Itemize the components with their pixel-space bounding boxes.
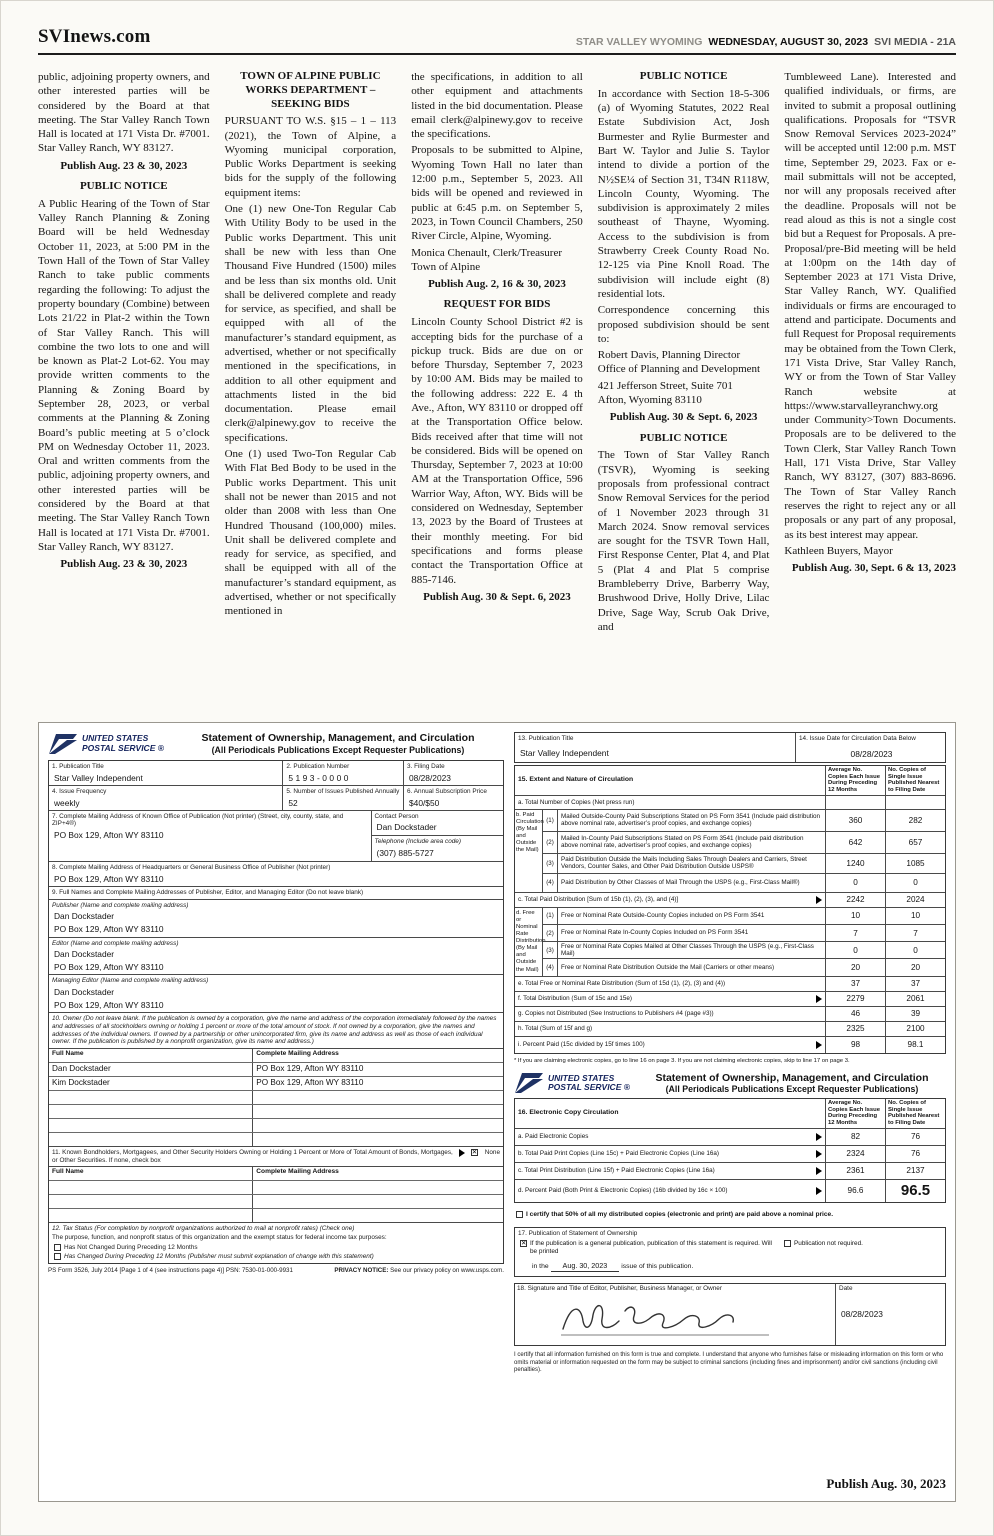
field-value: $40/$50 [409, 797, 440, 808]
table-row-empty [49, 1195, 503, 1209]
field-value: weekly [54, 797, 80, 808]
row-value-single: 0 [885, 942, 945, 958]
row-label: Free or Nominal Rate Outside-County Copies included on PS Form 3541 [561, 912, 765, 920]
section-18-box [514, 1283, 946, 1346]
row-label: h. Total (Sum of 15f and g) [518, 1024, 593, 1032]
field-label: 11. Known Bondholders, Mortgagees, and Other Security Holders Owning or Holding 1 Percent or More of Total Amount of Bonds, Mortgages, or Other Securities. If none, check box [52, 1148, 453, 1164]
field-label: 4. Issue Frequency [52, 787, 107, 795]
masthead-edition: SVI MEDIA - 21A [874, 36, 956, 48]
field-value: PO Box 129, Afton WY 83110 [54, 830, 164, 841]
usps-form-header [48, 732, 504, 755]
table-row-empty [49, 1091, 503, 1105]
row-label: b. Total Paid Print Copies (Line 15c) + Paid Electronic Copies (Line 16a) [515, 1146, 825, 1162]
field-label: Publisher (Name and complete mailing address) [52, 901, 189, 909]
certify-text: I certify that 50% of all my distributed copies (electronic and print) are paid above a nominal price. [526, 1211, 834, 1219]
column-header: Average No. Copies Each Issue During Preceding 12 Months [825, 1099, 885, 1128]
item-number: (1) [543, 810, 558, 831]
owner-name: Kim Dockstader [49, 1077, 253, 1090]
column-header: No. Copies of Single Issue Published Nearest to Filing Date [885, 1099, 945, 1128]
field-value: Star Valley Independent [520, 747, 609, 758]
field-label: 14. Issue Date for Circulation Data Below [799, 735, 916, 742]
tax-status-unchanged-checkbox [54, 1244, 61, 1251]
checkbox-label: None [484, 1148, 500, 1156]
row-label: Mailed Outside-County Paid Subscriptions Stated on PS Form 3541 (Include paid distribution above nominal rate, advertiser’s proof copies, and exchange copies) [561, 812, 821, 828]
usps-brand-line1: UNITED STATES [82, 733, 149, 744]
issue-date-value: Aug. 30, 2023 [551, 1261, 620, 1272]
usps-form-page3 [514, 732, 946, 1492]
notice-paragraph: Lincoln County School District #2 is accepting bids for the purchase of a pickup truck. Bids are due on or before Thursday, September 7, 2023 by 10:00 AM. Bids may be mailed to the following address: 222 E. 4 th Ave., Afton, WY 83110 or dropped off at the Transportation Office below. Bids received after that time will not be considered. Bids will be opened on Thursday, September 7, 2023 at 10:00 AM at the Transportation Office, 596 Warrior Way, Afton, WY. Bids will be considered on Wednesday, September 13, 2023 by the Board of Trustees at their monthly meeting. For bid specifications and forms please contact the Transportation Office at 885-7146. [411, 316, 583, 586]
notice-column-2 [225, 70, 397, 710]
field-label: 7. Complete Mailing Address of Known Office of Publication (Not printer) (Street, city, county, state, and ZIP+4®) [52, 812, 344, 828]
notice-heading: PUBLIC NOTICE [79, 180, 168, 193]
notice-column-3 [411, 70, 583, 710]
row-value-avg [825, 796, 885, 809]
notice-heading: PUBLIC NOTICE [639, 70, 728, 82]
privacy-notice-label: PRIVACY NOTICE: [334, 1266, 389, 1274]
item-number: (2) [543, 925, 558, 941]
notice-contact-line: Office of Planning and Development [597, 363, 761, 376]
field-label: 13. Publication Title [518, 735, 574, 742]
checkbox-label: Has Changed During Preceding 12 Months (Publisher must submit explanation of change with this statement) [64, 1252, 374, 1260]
usps-eagle-icon [514, 1072, 544, 1094]
notice-contact-line: 421 Jefferson Street, Suite 701 [597, 379, 733, 392]
column-header: Full Name [49, 1049, 253, 1062]
item-number: (3) [543, 942, 558, 958]
row-value-avg: 37 [825, 977, 885, 991]
field-label: 17. Publication of Statement of Ownership [518, 1229, 638, 1237]
field-value: 08/28/2023 [850, 748, 893, 759]
notice-paragraph: The Town of Star Valley Ranch (TSVR), Wyoming is seeking proposals from professional contract Snow Removal Services for the period of 1 November 2023 through 31 March 2024. Snow removal services are sought for the TSVR Town Hall, First Response Center, Plat 4, and Plat 5 (Plat 4 and Plat 5 comprise Brambleberry Drive, Barberry Way, Brushwood Drive, Holly Drive, Lilac Drive, Sage Way, Scrub Oak Drive, and [597, 449, 770, 633]
field-label: 10. Owner (Do not leave blank. If the publication is owned by a corporation, give the name and address of the corporation immediately followed by the names and addresses of all stockholders owning or holding 1 percent or more of the total amount of stock. If not owned by a corporation, give the names and addresses of the individual owners. If owned by a partnership or other unincorporated firm, give its name and address as well as those of each individual owner. If the publication is published by a nonprofit organization, give its name and address.) [52, 1015, 497, 1046]
row-label: g. Copies not Distributed (See Instructions to Publishers #4 (page #3)) [518, 1009, 714, 1017]
field-label: 12. Tax Status (For completion by nonprofit organizations authorized to mail at nonprofit rates) (Check one) [52, 1225, 355, 1233]
item-number: (2) [543, 832, 558, 853]
notice-paragraph: PURSUANT TO W.S. §15 – 1 – 113 (2021), the Town of Alpine, a Wyoming municipal corporation, Public Works Department is seeking bids for the supply of the following equipment items: [224, 115, 397, 199]
field-label: 6. Annual Subscription Price [407, 787, 487, 795]
item-number: (4) [543, 959, 558, 975]
field-label: Date [839, 1285, 853, 1293]
usps-brand [82, 734, 164, 753]
item-number: (4) [543, 874, 558, 892]
publish-line: Publish Aug. 23 & 30, 2023 [60, 558, 188, 571]
field-label: Editor (Name and complete mailing address) [52, 939, 179, 947]
table-row-empty [49, 1119, 503, 1133]
usps-brand-line1: UNITED STATES [548, 1072, 615, 1083]
field-label: 18. Signature and Title of Editor, Publisher, Business Manager, or Owner [517, 1285, 722, 1293]
column-header: No. Copies of Single Issue Published Nearest to Filing Date [885, 766, 945, 795]
row-value-single: 282 [885, 810, 945, 831]
field-label: Telephone (Include area code) [374, 838, 461, 846]
masthead [38, 26, 956, 55]
row-value-avg: 2325 [825, 1022, 885, 1036]
row-value-single: 76 [885, 1129, 945, 1145]
usps-logo-icon [48, 733, 164, 755]
row-value-single: 0 [885, 874, 945, 892]
row-value-avg: 46 [825, 1007, 885, 1021]
row-label: Paid Distribution Outside the Mails Including Sales Through Dealers and Carriers, Street Vendors, Counter Sales, and Other Paid Distribution Outside USPS® [561, 855, 807, 871]
notice-contact-line: Robert Davis, Planning Director [597, 349, 741, 362]
publisher-block [49, 899, 503, 937]
notice-paragraph: Correspondence concerning this proposed subdivision should be sent to: [597, 304, 770, 345]
table-row-empty [49, 1181, 503, 1195]
table-row-empty [49, 1209, 503, 1222]
field-value: 52 [288, 797, 298, 808]
form-footer [48, 1267, 504, 1274]
publication-required-checkbox [520, 1240, 527, 1247]
field-label: Managing Editor (Name and complete mailing address) [52, 977, 209, 985]
field-value: Dan Dockstader [54, 987, 115, 998]
ps-form-number: PS Form 3526, July 2014 [Page 1 of 4 (see instructions page 4)] PSN: 7530-01-000-9931 [48, 1266, 293, 1274]
table-row-empty [49, 1133, 503, 1146]
certify-50-percent [514, 1211, 946, 1219]
usps-brand-line2: POSTAL SERVICE ® [548, 1082, 630, 1093]
notice-paragraph: the specifications, in addition to all other equipment and attachments listed in the bid documentation. Please email clerk@alpinewy.gov to receive the specifications. [411, 71, 583, 141]
publish-line: Publish Aug. 30, Sept. 6 & 13, 2023 [791, 562, 956, 575]
option-text: If the publication is a general publication, publication of this statement is required. Will be printed [530, 1239, 772, 1255]
issue-line-suffix: issue of this publication. [621, 1263, 694, 1271]
row-value-single: 657 [885, 832, 945, 853]
publish-line: Publish Aug. 30 & Sept. 6, 2023 [609, 411, 758, 424]
notice-signature: Town of Alpine [411, 260, 481, 273]
notice-paragraph: A Public Hearing of the Town of Star Valley Ranch Planning & Zoning Board will be held Wednesday October 11, 2023, at 5:00 PM in the Town Hall of the Town of Star Valley Ranch to take public comments regarding the following: To adjust the property boundary (Combine) between Lots 21/22 in Plat-2 within the Town of Star Valley Ranch. This will combine the two lots to one and will be known as Plat-2 Lot-62. You may provide written comments to the Planning & Zoning Board by September 28, 2023, or verbal comments at the Planning & Zoning Board’s public meeting at 5 o’clock PM on Wednesday October 11, 2023. Oral and written comments from the public, adjoining property owners, and other interested parties will be considered by the Board at that meeting. The Star Valley Ranch Town Hall is located at 171 Vista Dr. #7001. Star Valley Ranch, WY 83127. [38, 197, 210, 553]
group-label: d. Free or Nominal Rate Distribution (By Mail and Outside the Mail) [515, 908, 543, 976]
form-title-block [172, 732, 504, 755]
row-value-single: 2061 [885, 992, 945, 1006]
field-value: (307) 885-5727 [376, 848, 434, 859]
field-label: 9. Full Names and Complete Mailing Addresses of Publisher, Editor, and Managing Editor (Do not leave blank) [52, 888, 364, 896]
publish-line: Publish Aug. 23 & 30, 2023 [60, 159, 188, 172]
row-label: c. Total Print Distribution (Line 15f) + Paid Electronic Copies (Line 16a) [515, 1163, 825, 1179]
field-label: 15. Extent and Nature of Circulation [518, 776, 634, 784]
usps-brand [548, 1074, 630, 1093]
usps-form-header-2 [514, 1072, 946, 1095]
field-value: PO Box 129, Afton WY 83110 [54, 873, 164, 884]
notice-paragraph: One (1) new One-Ton Regular Cab With Utility Body to be used in the Public works Department. This unit shall be new with less than One Thousand Five Hundred (1500) miles and be less than six months old. Unit shall be delivered complete and ready for service, as specified, and shall be equipped with all of the manufacturer’s standard equipment, as advertised, whether or not specifically mentioned in the specifications, in addition to all other equipment and attachments listed in the bid documentation. Please email clerk@alpinewy.gov to receive the specifications. [224, 203, 397, 444]
owners-table [49, 1048, 503, 1146]
table-row [49, 1063, 503, 1077]
field-label: 3. Filing Date [407, 763, 445, 771]
table-header-row [49, 1049, 503, 1063]
row-value-avg: 2324 [825, 1146, 885, 1162]
option-text: Publication not required. [794, 1239, 863, 1247]
field-label: 5. Number of Issues Published Annually [286, 787, 400, 795]
row-label: Paid Distribution by Other Classes of Mail Through the USPS (e.g., First-Class Mail®) [561, 879, 800, 887]
field-value: PO Box 129, Afton WY 83110 [54, 962, 164, 973]
row-value-avg: 7 [825, 925, 885, 941]
row-value-single: 2024 [885, 893, 945, 907]
certification-statement: I certify that all information furnished on this form is true and complete. I understand that anyone who furnishes false or misleading information on this form or who omits material or information requested on the form may be subject to criminal sanctions (including fines and imprisonment) and/or civil sanctions (including civil penalties). [514, 1351, 944, 1374]
site-name: SVInews.com [38, 26, 151, 47]
circulation-table [514, 765, 946, 1054]
field-label: 8. Complete Mailing Address of Headquarters or General Business Office of Publisher (Not printer) [52, 864, 331, 872]
publication-not-required-checkbox [784, 1240, 791, 1247]
row-value-avg: 82 [825, 1129, 885, 1145]
arrow-right-icon [816, 995, 822, 1003]
notice-paragraph: public, adjoining property owners, and other interested parties will be considered by the Board at that meeting. The Star Valley Ranch Town Hall is located at 171 Vista Dr. #7001. Star Valley Ranch, WY 83127. [38, 71, 210, 155]
checkbox-label: Has Not Changed During Preceding 12 Months [64, 1243, 198, 1251]
row-value-single: 7 [885, 925, 945, 941]
field-label: 1. Publication Title [52, 763, 104, 771]
row-value-avg: 2361 [825, 1163, 885, 1179]
row-value-avg: 0 [825, 942, 885, 958]
form-subtitle: (All Periodicals Publications Except Requester Publications) [211, 744, 465, 755]
electronic-circulation-table [514, 1098, 946, 1203]
table-row [49, 1077, 503, 1091]
form-title-block [638, 1072, 946, 1095]
publish-line: Publish Aug. 30 & Sept. 6, 2023 [423, 590, 571, 603]
group-label: b. Paid Circulation (By Mail and Outside the Mail) [515, 810, 543, 892]
notice-column-1 [38, 70, 210, 710]
arrow-right-icon [816, 1150, 822, 1158]
owner-address: PO Box 129, Afton WY 83110 [256, 1063, 364, 1073]
bondholders-table [49, 1166, 503, 1222]
row-value-avg: 0 [825, 874, 885, 892]
usps-eagle-icon [48, 733, 78, 755]
section-17-box [514, 1227, 946, 1277]
notice-paragraph: Tumbleweed Lane). Interested and qualified individuals, or firms, are invited to submit a proposal outlining qualifications. Proposals for “TSVR Snow Removal Services 2023-2024” will be accepted until 12:00 p.m. MST time, September 29, 2023. Fax or e-mail submittals will not be accepted, nor will any proposals received after the deadline. Proposals will not be read aloud as this is not a single cost bid but a Request for Proposals. A pre-Proposal/pre-Bid meeting will be held at 1:00pm on the 14th day of September 2023 at 171 Vista Drive, Star Valley Ranch, WY. Qualified individuals or firms are encouraged to attend and participate. Documents and full Request for Proposal requirements may be obtained from the Town Clerk, 171 Vista Drive, Star Valley Ranch, WY or from the Town of Star Valley Ranch website at https://www.starvalleyranchwy.org under Community>Town Documents. Proposals are to be delivered to the Town Clerk, Star Valley Ranch Town Hall, 171 Vista Drive, Star Valley Ranch, WY 83127, (307) 883-8696. The Town of Star Valley Ranch reserves the right to reject any or all proposals or any part of any proposal, as its best interest may appear. [784, 71, 956, 541]
row-label: Free or Nominal Rate Copies Mailed at Other Classes Through the USPS (e.g., First-Class Mail) [561, 942, 814, 958]
field-value: PO Box 129, Afton WY 83110 [54, 924, 164, 935]
row-label: c. Total Paid Distribution [Sum of 15b (1), (2), (3), and (4)] [515, 893, 825, 907]
notice-paragraph: In accordance with Section 18-5-306 (a) of Wyoming Statutes, 2022 Real Estate Subdivision Act, Josh Burmester and Rylie Burmester and Bart W. Taylor and Julie S. Taylor intend to divide a portion of the N½SE¼ of Section 31, T34N R118W, Lincoln County, Wyoming. The subdivision is approximately 2 miles southeast of Thayne, Wyoming. Access to the subdivision is from Strawberry Creek County Road No. 12-125 via Pine Knoll Road. The subdivision will include eight (8) residential lots. [597, 87, 770, 300]
row-value-avg: 1240 [825, 854, 885, 873]
row-label: d. Percent Paid (Both Print & Electronic Copies) (16b divided by 16c × 100) [515, 1180, 825, 1202]
row-label: Mailed In-County Paid Subscriptions Stated on PS Form 3541 (Include paid distribution above nominal rate, advertiser’s proof copies, and exchange copies) [561, 834, 804, 850]
field-value: Dan Dockstader [54, 911, 115, 922]
arrow-right-icon [816, 1041, 822, 1049]
notice-column-4 [598, 70, 770, 710]
notice-columns [38, 70, 956, 710]
row-value-single: 2137 [885, 1163, 945, 1179]
none-checkbox [471, 1149, 478, 1156]
table-row-empty [49, 1105, 503, 1119]
electronic-copies-footnote: * If you are claiming electronic copies, go to line 16 on page 3. If you are not claiming electronic copies, skip to line 17 on page 3. [514, 1057, 850, 1064]
managing-editor-block [49, 974, 503, 1012]
row-value-avg: 10 [825, 908, 885, 924]
usps-logo-icon [514, 1072, 630, 1094]
arrow-right-icon [816, 1167, 822, 1175]
form-title: Statement of Ownership, Management, and Circulation [201, 732, 475, 744]
editor-block [49, 937, 503, 975]
row-value-single: 20 [885, 959, 945, 975]
row-value-single: 76 [885, 1146, 945, 1162]
usps-brand-line2: POSTAL SERVICE ® [82, 742, 164, 753]
item-number: (1) [543, 908, 558, 924]
notice-signature: Monica Chenault, Clerk/Treasurer [411, 246, 562, 259]
tax-status-changed-checkbox [54, 1253, 61, 1260]
row-value-avg: 2242 [825, 893, 885, 907]
row-value-single: 2100 [885, 1022, 945, 1036]
column-header: Average No. Copies Each Issue During Preceding 12 Months [825, 766, 885, 795]
column-header: Complete Mailing Address [256, 1049, 339, 1057]
notice-heading: REQUEST FOR BIDS [443, 298, 551, 311]
field-value: PO Box 129, Afton WY 83110 [54, 1000, 164, 1011]
row-label: f. Total Distribution (Sum of 15c and 15e) [515, 992, 825, 1006]
field-value: Star Valley Independent [54, 772, 143, 783]
notice-heading: PUBLIC NOTICE [639, 431, 728, 444]
form-subtitle: (All Periodicals Publications Except Requester Publications) [665, 1084, 919, 1095]
publish-line: Publish Aug. 30, 2023 [826, 1476, 946, 1491]
row-value-single: 96.5 [885, 1180, 945, 1202]
field-label: 2. Publication Number [286, 763, 350, 771]
field-value: 08/28/2023 [409, 772, 451, 783]
arrow-right-icon [459, 1149, 465, 1157]
column-header: Complete Mailing Address [256, 1168, 339, 1176]
field-label: Contact Person [374, 812, 419, 820]
field-value: 5193-0000 [288, 772, 351, 783]
notice-paragraph: Proposals to be submitted to Alpine, Wyoming Town Hall no later than 12:00 p.m., September 5, 2023. All bids will be opened and reviewed in public at 6:45 p.m. on September 5, 2023, in Town Council Chambers, 250 River Circle, Alpine, Wyoming. [411, 144, 583, 243]
usps-form-page1 [48, 732, 504, 1492]
notice-paragraph: One (1) used Two-Ton Regular Cab With Flat Bed Body to be used in the Public works Department. This unit shall not be newer than 2015 and not older than 2008 with less than One Hundred Thousand (100,000) miles. Unit shall be delivered complete and ready for service, as specified, and shall be equipped with all of the manufacturer’s standard equipment, as advertised, whether or not specifically mentioned in [224, 448, 397, 618]
issue-line-prefix: in the [532, 1263, 549, 1271]
table-header-row [49, 1167, 503, 1181]
row-label: e. Total Free or Nominal Rate Distribution (Sum of 15d (1), (2), (3) and (4)) [518, 979, 726, 987]
row-label: Free or Nominal Rate Distribution Outside the Mail (Carriers or other means) [561, 963, 775, 971]
row-value-avg: 96.6 [825, 1180, 885, 1202]
field-value: Dan Dockstader [376, 822, 437, 833]
field-sublabel: The purpose, function, and nonprofit status of this organization and the exempt status for federal income tax purposes: [52, 1234, 387, 1241]
owner-address: PO Box 129, Afton WY 83110 [256, 1077, 364, 1087]
signature [557, 1297, 777, 1339]
certify-checkbox [516, 1211, 523, 1218]
field-value: Dan Dockstader [54, 949, 115, 960]
row-value-single: 10 [885, 908, 945, 924]
usps-forms [38, 722, 956, 1502]
column-header: Full Name [49, 1167, 253, 1180]
row-label: i. Percent Paid (15c divided by 15f times 100) [515, 1037, 825, 1053]
masthead-region: STAR VALLEY WYOMING [575, 36, 703, 48]
row-value-single [885, 796, 945, 809]
row-value-avg: 2279 [825, 992, 885, 1006]
form-fields-box [48, 760, 504, 1264]
privacy-notice-text: See our privacy policy on www.usps.com. [388, 1266, 504, 1274]
item-number: (3) [543, 854, 558, 873]
notice-column-5 [784, 70, 956, 710]
row-label: Free or Nominal Rate In-County Copies Included on PS Form 3541 [561, 929, 749, 937]
row-value-avg: 642 [825, 832, 885, 853]
masthead-info [576, 36, 956, 48]
row-value-single: 39 [885, 1007, 945, 1021]
issue-line [532, 1261, 774, 1272]
field-value: 08/28/2023 [841, 1308, 883, 1319]
row-value-single: 1085 [885, 854, 945, 873]
row-value-single: 98.1 [885, 1037, 945, 1053]
arrow-right-icon [816, 1187, 822, 1195]
row-value-single: 37 [885, 977, 945, 991]
arrow-right-icon [816, 896, 822, 904]
owner-name: Dan Dockstader [49, 1063, 253, 1076]
row-value-avg: 360 [825, 810, 885, 831]
row-label: a. Total Number of Copies (Net press run) [518, 798, 635, 806]
publish-line: Publish Aug. 2, 16 & 30, 2023 [428, 278, 566, 291]
form-title: Statement of Ownership, Management, and Circulation [655, 1071, 929, 1084]
field-label: 16. Electronic Copy Circulation [518, 1109, 619, 1117]
arrow-right-icon [816, 1133, 822, 1141]
row-label: a. Paid Electronic Copies [515, 1129, 825, 1145]
notice-signature: Kathleen Buyers, Mayor [784, 544, 893, 557]
row-value-avg: 20 [825, 959, 885, 975]
masthead-date: WEDNESDAY, AUGUST 30, 2023 [708, 36, 869, 48]
row-value-avg: 98 [825, 1037, 885, 1053]
notice-heading: TOWN OF ALPINE PUBLIC WORKS DEPARTMENT – SEEKING BIDS [240, 70, 381, 110]
notice-contact-line: Afton, Wyoming 83110 [597, 393, 702, 406]
publication-title-box [514, 732, 946, 763]
